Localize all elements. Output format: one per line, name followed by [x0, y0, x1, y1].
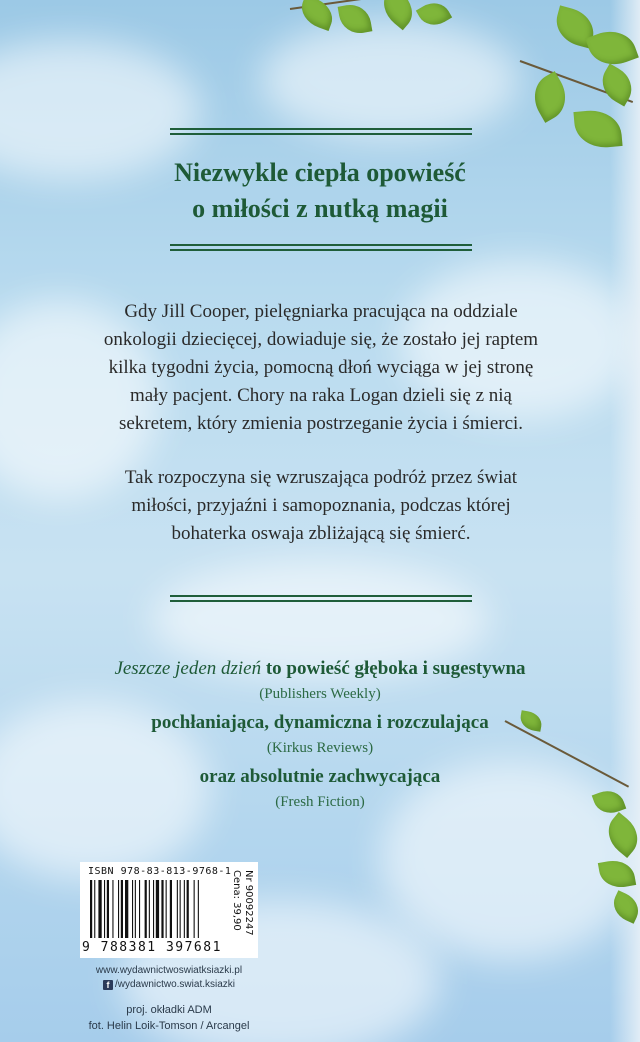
blurb-line: sekretem, który zmienia postrzeganie życia i śmierci.	[118, 413, 524, 434]
divider-top	[170, 128, 472, 135]
divider-middle	[170, 244, 472, 251]
review-quote-3: oraz absolutnie zachwycająca	[199, 766, 441, 787]
book-title: Jeszcze jeden dzień	[114, 658, 262, 679]
price: Cena: 39,90	[231, 870, 242, 931]
barcode-box	[80, 862, 258, 958]
blurb-line: miłości, przyjaźni i samopoznania, podczas której	[131, 495, 511, 516]
price-label	[232, 870, 256, 954]
blurb-line: onkologii dziecięcej, dowiaduje się, że zostało jej raptem	[103, 329, 539, 350]
cover-design-credit: proj. okładki ADM	[126, 1004, 212, 1016]
blurb-line: Gdy Jill Cooper, pielęgniarka pracująca na oddziale	[124, 301, 518, 322]
facebook-icon: f	[103, 980, 113, 990]
tagline-line-1: Niezwykle ciepła opowieść	[174, 158, 466, 187]
barcode-bars	[88, 880, 228, 938]
blurb-paragraph-2	[98, 464, 544, 548]
blurb-paragraph-1	[98, 298, 544, 438]
review-source-3: (Fresh Fiction)	[275, 794, 365, 810]
blurb-line: Tak rozpoczyna się wzruszająca podróż przez świat	[124, 467, 518, 488]
credits	[80, 964, 258, 1034]
review-quote-2: pochłaniająca, dynamiczna i rozczulająca	[151, 712, 489, 733]
ean-digits: 9 788381 397681	[82, 940, 222, 955]
tagline	[120, 155, 520, 227]
blurb-line: kilka tygodni życia, pomocną dłoń wyciąga w jej stronę	[108, 357, 534, 378]
photo-credit: fot. Helin Loik-Tomson / Arcangel	[88, 1020, 250, 1032]
blurb-line: bohaterka oswaja zbliżającą się śmierć.	[171, 523, 471, 544]
review-source-2: (Kirkus Reviews)	[266, 740, 374, 756]
isbn-text: ISBN 978-83-813-9768-1	[88, 866, 232, 877]
publisher-website: www.wydawnictwoswiatksiazki.pl	[95, 965, 243, 976]
publisher-facebook: f /wydawnictwo.swiat.ksiazki	[80, 978, 258, 992]
blurb-line: mały pacjent. Chory na raka Logan dzieli się z nią	[130, 385, 512, 406]
review-quote-1: Jeszcze jeden dzień to powieść głęboka i sugestywna	[114, 658, 526, 679]
tagline-line-2: o miłości z nutką magii	[192, 194, 448, 223]
divider-lower	[170, 595, 472, 602]
reviews	[90, 655, 550, 817]
catalog-number: Nr 90092247	[243, 870, 254, 936]
review-source-1: (Publishers Weekly)	[259, 686, 381, 702]
